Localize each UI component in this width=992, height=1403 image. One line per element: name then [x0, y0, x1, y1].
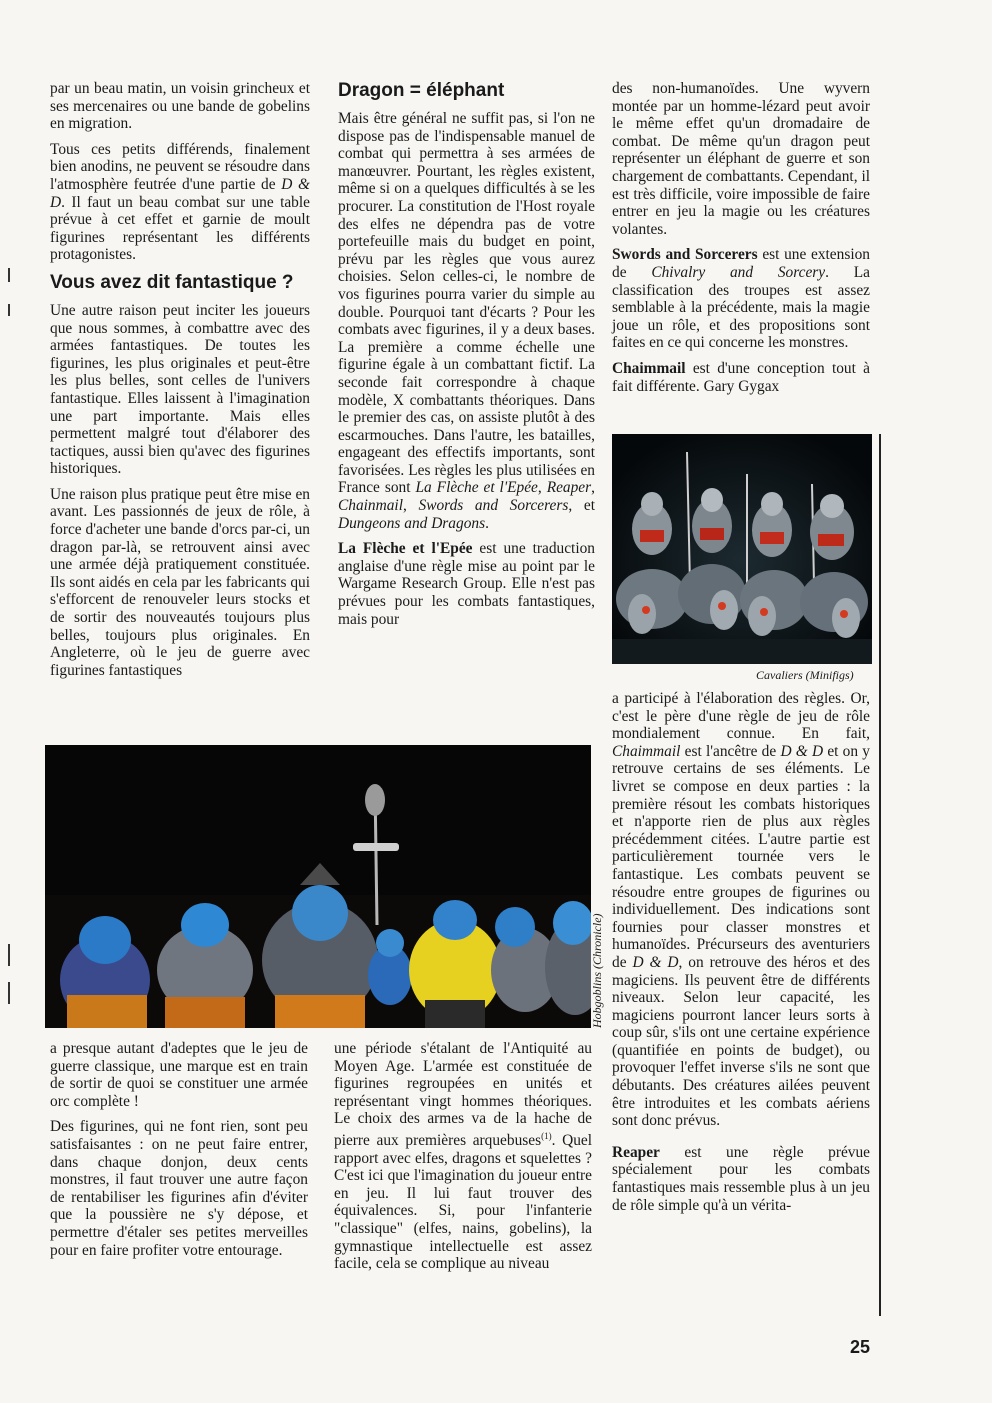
section-heading: Vous avez dit fantastique ? — [50, 271, 294, 293]
paragraph: Swords and Sorcerers est une extension de Chivalry and Sorcery. La classification des troupes est assez semblable à la précédente, mais la magie joue un rôle, et des propositions sont faites en ce qui concerne les monstres. — [612, 246, 870, 352]
hobgoblins-photo — [45, 745, 591, 1028]
column-1 — [50, 80, 310, 687]
page-number: 25 — [850, 1337, 871, 1357]
paragraph: Reaper est une règle prévue spécialement pour les combats fantastiques mais ressemble plus à un jeu de rôle simple qu'à un vérita- — [612, 1143, 870, 1214]
bottom-column-2 — [334, 1040, 592, 1281]
column-3-bottom — [612, 690, 870, 1222]
paragraph: Une autre raison peut inciter les joueurs que nous sommes, à combattre avec des armées fantastiques. De toutes les figurines, les plus originales et peut-être les plus belles, sont celles de l'univers fantastique. Elles laissent à l'imagination une part importante. Mais elles permettent malgré tout d'élaborer des tactiques, aussi bien qu'avec des figurines historiques. — [50, 301, 310, 478]
photo-caption-vertical: Hobgoblins (Chronicle) — [590, 913, 604, 1028]
paragraph: Une raison plus pratique peut être mise en avant. Les passionnés de jeux de rôle, à force d'acheter une bande d'orcs par-ci, un dragon par-là, se retrouvent ainsi avec une armée déjà pratiquement constituée. Ils sont aidés en cela par les fabricants qui s'efforcent de renouveler leurs stocks et de sortir des nouveautés toujours plus belles, toujours plus originales. En Angleterre, où le jeu de guerre avec figurines fantastiques — [50, 485, 310, 679]
paragraph: Des figurines, qui ne font rien, sont peu satisfaisantes : on ne peut faire entrer, dans chaque donjon, deux cents monstres, il faut trouver une autre façon de rentabiliser les figurines afin d'éviter que la poussière ne s'y dépose, et permettre d'étaler ses petites merveilles pour en faire profiter votre entourage. — [50, 1118, 308, 1259]
margin-mark — [8, 982, 10, 1004]
margin-mark — [8, 304, 10, 316]
paragraph: La Flèche et l'Epée est une traduction anglaise d'une règle mise au point par le Wargame Research Group. Elle n'est pas prévues pour les combats fantastiques, mais pour — [338, 540, 595, 628]
paragraph: a participé à l'élaboration des règles. Or, c'est le père d'une règle de jeu de rôle mondialement connue. En fait, Chaimmail est l'ancêtre de D & D et on y retrouve certains de ses éléments. Le livret se compose en deux parties : la première résout les combats historiques et n'apporte rien de plus aux règles précédemment citées. L'autre partie est particulièrement tournée vers le fantastique. Les combats peuvent se résoudre entre groupes de figurines ou individuellement. Des indications sont fournies pour classer monstres et humanoïdes. Précurseurs des aventuriers de D & D, on retrouve des héros et des magiciens. Ils peuvent être de différents niveaux. Selon leur capacité, les magiciens pourront lancer leurs sorts à coup sûr, s'ils ont une certaine expérience (quantifiée en points de budget), ou provoquer l'effet inverse s'ils ne sont que débutants. Des créatures ailées peuvent être introduites et les combats aériens sont donc prévus. — [612, 690, 871, 1130]
paragraph: a presque autant d'adeptes que le jeu de guerre classique, une marque est en train de sortir de quoi se constituer une armée orc complète ! — [50, 1040, 308, 1110]
margin-mark — [8, 268, 10, 282]
column-rule — [879, 434, 881, 1316]
paragraph: Chaimmail est d'une conception tout à fait différente. Gary Gygax — [612, 359, 870, 395]
column-3-top — [612, 80, 870, 403]
margin-mark — [8, 944, 10, 966]
bottom-column-1 — [50, 1040, 308, 1267]
photo-caption: Cavaliers (Minifigs) — [756, 668, 854, 682]
hobgoblins-illustration — [45, 745, 591, 1028]
cavaliers-illustration — [612, 434, 872, 664]
paragraph: une période s'étalant de l'Antiquité au Moyen Age. L'armée est constituée de figurines regroupées en unités et représentant vingt hommes théoriques. Le choix des armes va de la hache de pierre aux premières arquebuses$^{(1)}$. Quel rapport avec elfes, dragons et squelettes ? C'est ici que l'imagination du joueur entre en jeu. Il lui faut trouver des équivalences. Si, pour l'infanterie "classique" (elfes, nains, gobelins), la gymnastique intellectuelle est assez facile, cela se complique au niveau — [334, 1040, 592, 1273]
section-heading: Dragon = éléphant — [338, 80, 505, 101]
cavaliers-photo — [612, 434, 872, 664]
paragraph: Tous ces petits différends, finalement bien anodins, ne peuvent se résoudre dans l'atmosphère feutrée d'une partie de D & D. Il faut un beau combat sur une table prévue à cet effet et garnie de moult figurines représentant les différents protagonistes. — [50, 140, 310, 264]
paragraph: Mais être général ne suffit pas, si l'on ne dispose pas de l'indispensable manuel de combat qui permettra à ses armées de manœuvrer. Pourtant, les règles existent, même si on a quelques difficultés à se les procurer. La constitution de l'Host royale des elfes ne dépendra pas de votre portefeuille mais du budget en point, prévu par les règles que vous aurez choisies. Selon celles-ci, le nombre de vos figurines pourra varier du simple au double. Pourquoi tant d'écarts ? Pour les combats avec figurines, il y a deux bases. La première a comme échelle une figurine égale à un combattant fictif. La seconde fait correspondre à chaque modèle, X combattants théoriques. Dans le premier des cas, on assiste plutôt à des escarmouches. Dans l'autre, les batailles, engageant des effectifs importants, sont favorisées. Les règles les plus utilisées en France sont La Flèche et l'Epée, Reaper, Chainmail, Swords and Sorcerers, et Dungeons and Dragons. — [338, 110, 595, 532]
paragraph: des non-humanoïdes. Une wyvern montée par un homme-lézard peut avoir le même effet qu'un dromadaire de combat. De même qu'un dragon peut représenter un éléphant de guerre et son chargement de combattants. Cependant, il est très difficile, voire impossible de faire entrer en jeu la magie ou les créatures volantes. — [612, 80, 870, 238]
column-2 — [338, 80, 595, 636]
paragraph: par un beau matin, un voisin grincheux et ses mercenaires ou une bande de gobelins en migration. — [50, 80, 310, 133]
